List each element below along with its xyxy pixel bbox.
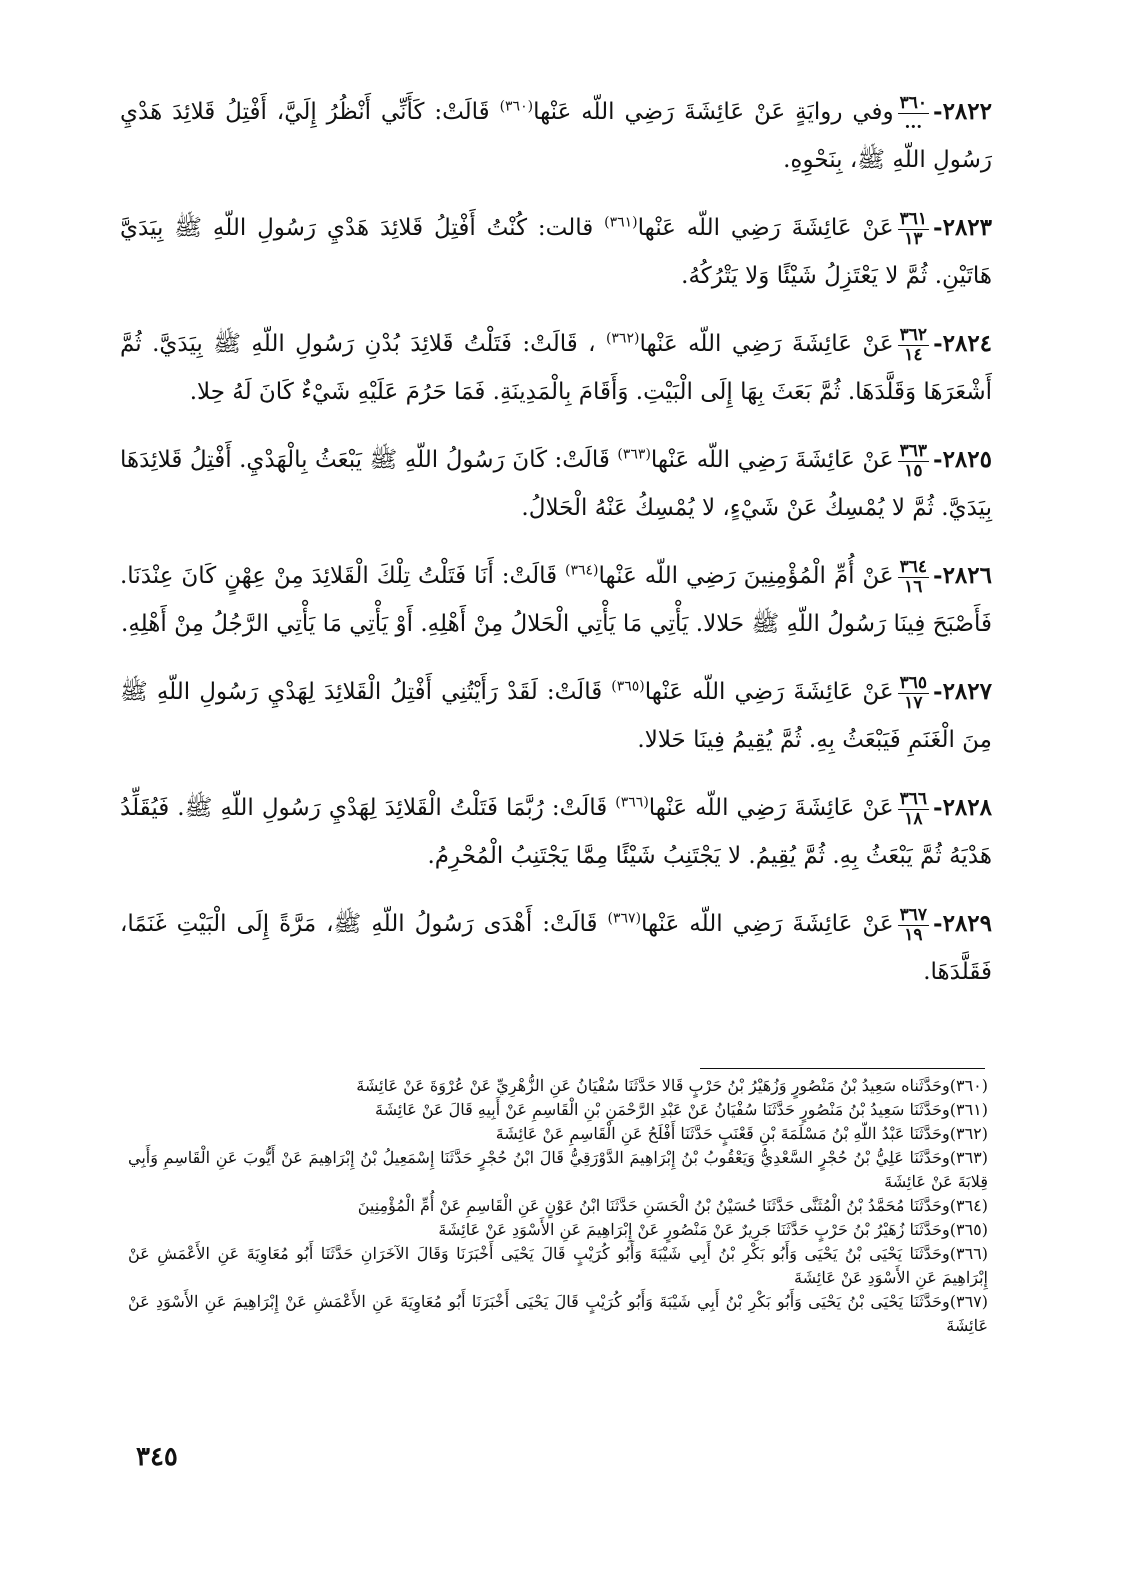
- hadith-text-body: ، قَالَتْ: فَتَلْتُ قَلائِدَ بُدْنِ رَسُولِ اللّهِ ﷺ بِيَدَيَّ. ثُمَّ أَشْعَرَهَا وَقَلَّدَهَا. ثُمَّ بَعَثَ بِهَا إِلَى الْبَيْتِ. وَأَقَامَ بِالْمَدِينَةِ. فَمَا حَرُمَ عَلَيْهِ شَيْءٌ كَانَ لَهُ حِلا.: [120, 331, 992, 405]
- footnote-364: (٣٦٤)وحَدَّثَنَا مُحَمَّدُ بْنُ الْمُثَنَّى حَدَّثَنَا حُسَيْنُ بْنُ الْحَسَنِ حَدَّثَنَا ابْنُ عَوْنٍ عَنِ الْقَاسِمِ عَنْ أُمِّ الْمُؤْمِنِينَ: [357, 1196, 988, 1215]
- footnote-reference[interactable]: (٣٦٦): [615, 794, 649, 811]
- footnote-363: (٣٦٣)وحَدَّثَنَا عَلِيُّ بْنُ حُجْرٍ السَّعْدِيُّ وَيَعْقُوبُ بْنُ إِبْرَاهِيمَ الدَّوْرَقِيُّ قَالَ ابْنُ حُجْرٍ حَدَّثَنَا إِسْمَعِيلُ بْنُ إِبْرَاهِيمَ عَنْ أَيُّوبَ عَنِ الْقَاسِمِ وَأَبِي قِلابَةَ عَنْ عَائِشَةَ: [128, 1148, 989, 1191]
- cross-reference-fraction: $\frac{٣٦٤}{١٦}$: [899, 556, 928, 597]
- footnote-reference[interactable]: (٣٦٠): [499, 98, 534, 115]
- footnote-365: (٣٦٥)وحَدَّثَنَا زُهَيْرُ بْنُ حَرْبٍ حَدَّثَنَا جَرِيرٌ عَنْ مَنْصُورٍ عَنْ إِبْرَاهِيمَ عَنِ الأَسْوَدِ عَنْ عَائِشَةَ: [438, 1220, 988, 1239]
- hadith-text-body: قَالَتْ: أَنَا فَتَلْتُ تِلْكَ الْقَلائِدَ مِنْ عِهْنٍ كَانَ عِنْدَنَا. فَأَصْبَحَ فِينَا رَسُولُ اللّهِ ﷺ حَلالا. يَأْتِي مَا يَأْتِي الْحَلالُ مِنْ أَهْلِهِ. أَوْ يَأْتِي مَا يَأْتِي الرَّجُلُ مِنْ أَهْلِهِ.: [120, 563, 992, 637]
- footnote-reference[interactable]: (٣٦٣): [617, 446, 651, 463]
- footnotes: [128, 1074, 988, 1338]
- hadith-number: ٢٨٢٧-: [933, 678, 992, 705]
- page-number: ٣٤٥: [136, 1442, 178, 1472]
- footnote-reference[interactable]: (٣٦٥): [611, 678, 645, 695]
- cross-reference-fraction: $\frac{٣٦٢}{١٤}$: [899, 324, 928, 365]
- hadith-2826: [120, 552, 992, 648]
- hadith-text-body: قَالَتْ: لَقَدْ رَأَيْتُنِي أَفْتِلُ الْقَلائِدَ لِهَدْيِ رَسُولِ اللّهِ ﷺ مِنَ الْغَنَمِ فَيَبْعَثُ بِهِ. ثُمَّ يُقِيمُ فِينَا حَلالا.: [120, 679, 992, 753]
- hadith-list: [120, 88, 992, 1016]
- hadith-2829: [120, 900, 992, 996]
- hadith-number: ٢٨٢٣-: [933, 214, 993, 241]
- hadith-2822: [120, 88, 992, 184]
- hadith-text-intro: وفي روايَةٍ عَنْ عَائِشَةَ رَضِي اللّه عَنْها: [533, 99, 894, 125]
- hadith-text-body: قَالَتْ: كَأَنِّي أَنْظُرُ إِلَيَّ، أَفْتِلُ قَلائِدَ هَدْيِ رَسُولِ اللّهِ ﷺ، بِنَحْوِهِ.: [120, 99, 992, 173]
- footnote-366: (٣٦٦)وحَدَّثَنَا يَحْيَى بْنُ يَحْيَى وَأَبُو بَكْرِ بْنُ أَبِي شَيْبَةَ وَأَبُو كُرَيْبٍ قَالَ يَحْيَى أَخْبَرَنَا وَقَالَ الآخَرَانِ حَدَّثَنَا أَبُو مُعَاوِيَةَ عَنِ الأَعْمَشِ عَنْ إِبْرَاهِيمَ عَنِ الأَسْوَدِ عَنْ عَائِشَةَ: [128, 1244, 989, 1287]
- hadith-number: ٢٨٢٢-: [933, 98, 992, 125]
- hadith-text-intro: عَنْ عَائِشَةَ رَضِي اللّه عَنْها: [648, 795, 894, 821]
- footnote-360: (٣٦٠)وحَدَّثَناه سَعِيدُ بْنُ مَنْصُورٍ وَزُهَيْرُ بْنُ حَرْبٍ قَالا حَدَّثَنَا سُفْيَانُ عَنِ الزُّهْرِيِّ عَنْ عُرْوَةَ عَنْ عَائِشَةَ: [356, 1076, 988, 1095]
- footnote-reference[interactable]: (٣٦٧): [607, 910, 642, 927]
- cross-reference-fraction: $\frac{٣٦٧}{١٩}$: [899, 904, 928, 945]
- hadith-text-intro: عَنْ عَائِشَةَ رَضِي اللّه عَنْها: [641, 911, 894, 937]
- hadith-text-intro: عَنْ عَائِشَةَ رَضِي اللّه عَنْها: [637, 215, 894, 241]
- footnote-reference[interactable]: (٣٦١): [604, 214, 638, 231]
- hadith-text-body: قَالَتْ: أَهْدَى رَسُولُ اللّهِ ﷺ، مَرَّةً إِلَى الْبَيْتِ غَنَمًا، فَقَلَّدَهَا.: [120, 911, 992, 985]
- cross-reference-fraction: $\frac{٣٦٥}{١٧}$: [899, 672, 928, 713]
- hadith-2825: [120, 436, 992, 532]
- footnote-reference[interactable]: (٣٦٤): [565, 562, 599, 579]
- cross-reference-fraction: $\frac{٣٦٦}{١٨}$: [899, 788, 928, 829]
- hadith-text-intro: عَنْ عَائِشَةَ رَضِي اللّه عَنْها: [639, 331, 894, 357]
- hadith-text-intro: عَنْ عَائِشَةَ رَضِي اللّه عَنْها: [644, 679, 894, 705]
- hadith-2828: [120, 784, 992, 880]
- cross-reference-fraction: $\frac{٣٦٣}{١٥}$: [899, 440, 928, 481]
- hadith-2827: [120, 668, 992, 764]
- hadith-number: ٢٨٢٤-: [933, 330, 993, 357]
- footnote-reference[interactable]: (٣٦٢): [605, 330, 640, 347]
- footnote-361: (٣٦١)وحَدَّثَنَا سَعِيدُ بْنُ مَنْصُورٍ حَدَّثَنَا سُفْيَانُ عَنْ عَبْدِ الرَّحْمَنِ بْنِ الْقَاسِمِ عَنْ أَبِيهِ قَالَ عَنْ عَائِشَةَ: [375, 1100, 988, 1119]
- hadith-2824: [120, 320, 992, 416]
- hadith-number: ٢٨٢٩-: [933, 910, 993, 937]
- footnote-362: (٣٦٢)وحَدَّثَنَا عَبْدُ اللّهِ بْنُ مَسْلَمَةَ بْنِ قَعْنَبٍ حَدَّثَنَا أَفْلَحُ عَنِ الْقَاسِمِ عَنْ عَائِشَةَ: [495, 1124, 988, 1143]
- hadith-text-intro: عَنْ عَائِشَةَ رَضِي اللّه عَنْها: [650, 447, 894, 473]
- hadith-text-body: قالت: كُنْتُ أَفْتِلُ قَلائِدَ هَدْيِ رَسُولِ اللّهِ ﷺ بِيَدَيَّ هَاتَيْنِ. ثُمَّ لا يَعْتَزِلُ شَيْئًا وَلا يَتْرُكُهُ.: [120, 215, 992, 289]
- cross-reference-fraction: $\frac{٣٦١}{١٣}$: [899, 208, 928, 249]
- hadith-text-body: قَالَتْ: كَانَ رَسُولُ اللّهِ ﷺ يَبْعَثُ بِالْهَدْيِ. أَفْتِلُ قَلائِدَهَا بِيَدَيَّ. ثُمَّ لا يُمْسِكُ عَنْ شَيْءٍ، لا يُمْسِكُ عَنْهُ الْحَلالُ.: [120, 447, 992, 521]
- footnote-divider: [700, 1068, 985, 1069]
- hadith-text-intro: عَنْ أُمِّ الْمُؤْمِنِينَ رَضِي اللّه عَنْها: [598, 563, 894, 589]
- hadith-number: ٢٨٢٨-: [933, 794, 992, 821]
- hadith-text-body: قَالَتْ: رُبَّمَا فَتَلْتُ الْقَلائِدَ لِهَدْيِ رَسُولِ اللّهِ ﷺ. فَيُقَلِّدُ هَدْيَهُ ثُمَّ يَبْعَثُ بِهِ. ثُمَّ يُقِيمُ. لا يَجْتَنِبُ شَيْئًا مِمَّا يَجْتَنِبُ الْمُحْرِمُ.: [120, 795, 992, 869]
- footnote-367: (٣٦٧)وحَدَّثَنَا يَحْيَى بْنُ يَحْيَى وَأَبُو بَكْرِ بْنُ أَبِي شَيْبَةَ وَأَبُو كُرَيْبٍ قَالَ يَحْيَى أَخْبَرَنَا أَبُو مُعَاوِيَةَ عَنِ الأَعْمَشِ عَنْ إِبْرَاهِيمَ عَنِ الأَسْوَدِ عَنْ عَائِشَةَ: [128, 1292, 988, 1335]
- cross-reference-fraction: $\frac{٣٦٠}{...}$: [899, 92, 928, 133]
- hadith-number: ٢٨٢٥-: [933, 446, 992, 473]
- hadith-2823: [120, 204, 992, 300]
- hadith-number: ٢٨٢٦-: [933, 562, 992, 589]
